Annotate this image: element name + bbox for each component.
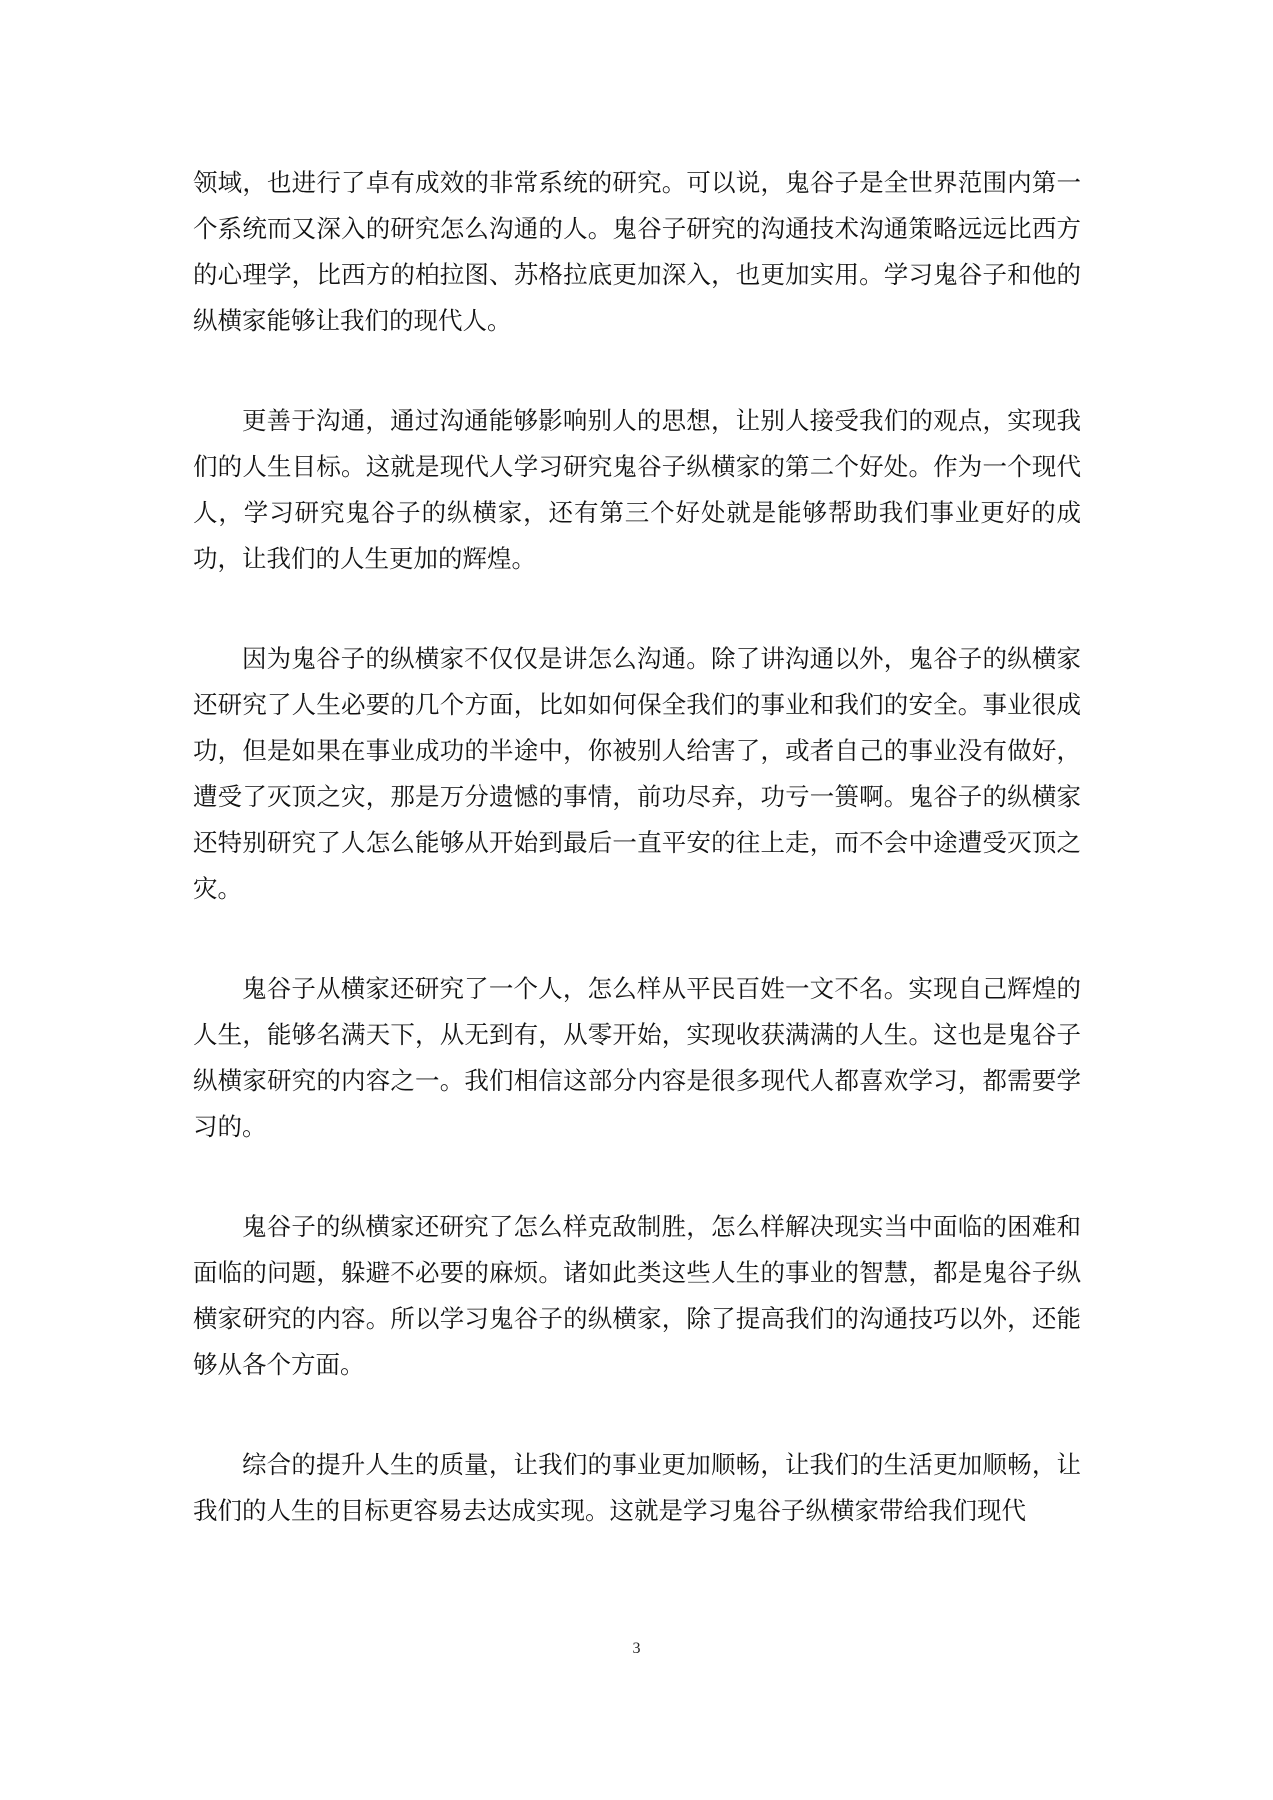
page-content — [193, 160, 1081, 1588]
paragraph: 因为鬼谷子的纵横家不仅仅是讲怎么沟通。除了讲沟通以外，鬼谷子的纵横家还研究了人生必要的几个方面，比如如何保全我们的事业和我们的安全。事业很成功，但是如果在事业成功的半途中，你被别人给害了，或者自己的事业没有做好，遭受了灭顶之灾，那是万分遗憾的事情，前功尽弃，功亏一篑啊。鬼谷子的纵横家还特别研究了人怎么能够从开始到最后一直平安的往上走，而不会中途遭受灭顶之灾。 — [193, 644, 1081, 903]
page-number: 3 — [632, 1640, 641, 1657]
paragraph: 领域，也进行了卓有成效的非常系统的研究。可以说，鬼谷子是全世界范围内第一个系统而又深入的研究怎么沟通的人。鬼谷子研究的沟通技术沟通策略远远比西方的心理学，比西方的柏拉图、苏格拉底更加深入，也更加实用。学习鬼谷子和他的纵横家能够让我们的现代人。 — [193, 168, 1081, 335]
paragraph: 更善于沟通，通过沟通能够影响别人的思想，让别人接受我们的观点，实现我们的人生目标。这就是现代人学习研究鬼谷子纵横家的第二个好处。作为一个现代人，学习研究鬼谷子的纵横家，还有第三个好处就是能够帮助我们事业更好的成功，让我们的人生更加的辉煌。 — [193, 406, 1081, 573]
paragraph: 鬼谷子从横家还研究了一个人，怎么样从平民百姓一文不名。实现自己辉煌的人生，能够名满天下，从无到有，从零开始，实现收获满满的人生。这也是鬼谷子纵横家研究的内容之一。我们相信这部分内容是很多现代人都喜欢学习，都需要学习的。 — [193, 974, 1081, 1141]
paragraph: 鬼谷子的纵横家还研究了怎么样克敌制胜，怎么样解决现实当中面临的困难和面临的问题，躲避不必要的麻烦。诸如此类这些人生的事业的智慧，都是鬼谷子纵横家研究的内容。所以学习鬼谷子的纵横家，除了提高我们的沟通技巧以外，还能够从各个方面。 — [193, 1212, 1081, 1379]
paragraph: 综合的提升人生的质量，让我们的事业更加顺畅，让我们的生活更加顺畅，让我们的人生的目标更容易去达成实现。这就是学习鬼谷子纵横家带给我们现代 — [193, 1450, 1081, 1525]
